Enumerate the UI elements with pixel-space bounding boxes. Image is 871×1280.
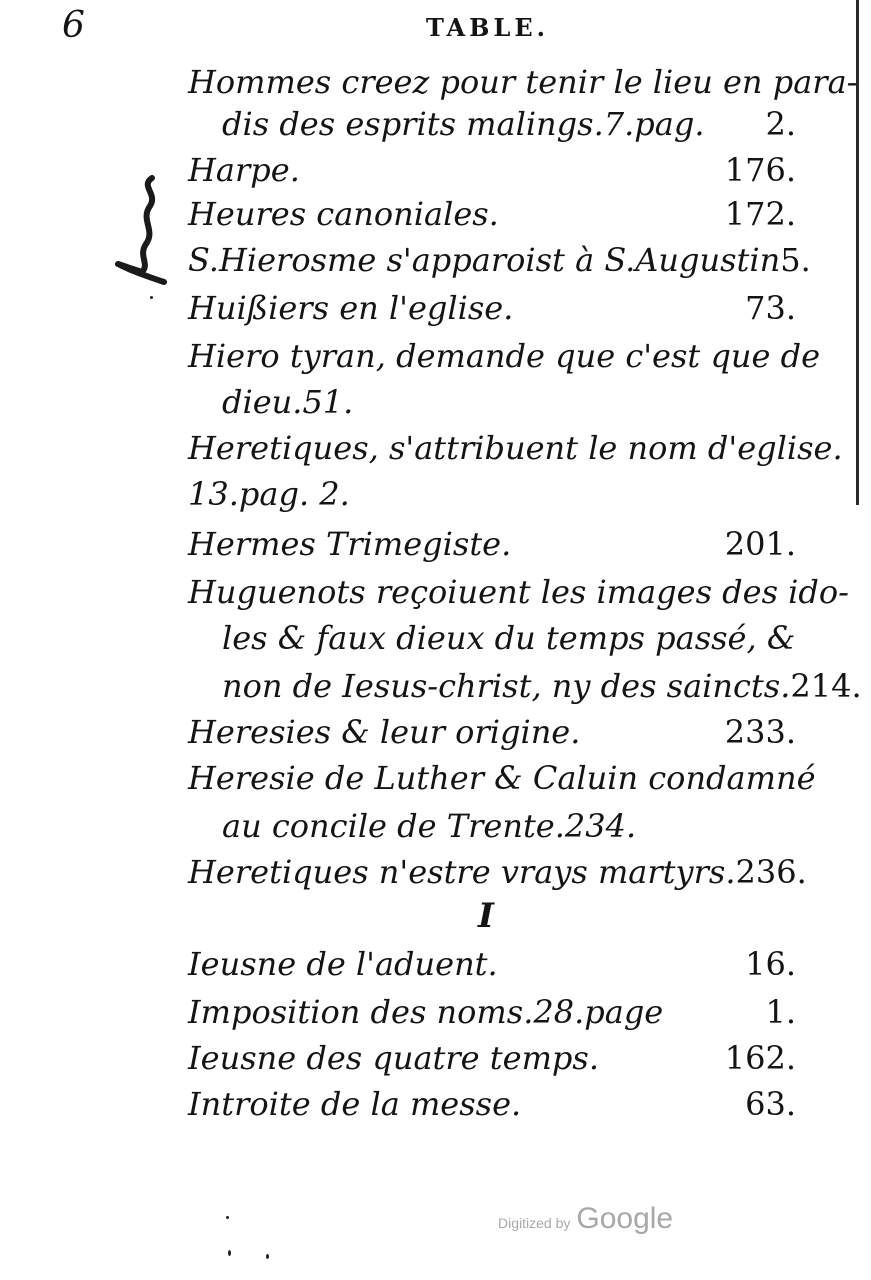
index-entry-continuation xyxy=(188,474,796,514)
entry-page-number: 233. xyxy=(724,713,796,751)
entry-page-number: 176. xyxy=(724,151,796,189)
index-entry-continuation xyxy=(222,104,796,144)
entry-page-number: 73. xyxy=(745,289,796,327)
index-entry xyxy=(188,524,796,564)
index-entry xyxy=(188,758,816,798)
index-entry xyxy=(188,336,821,376)
entry-page-number: 162. xyxy=(724,1039,796,1077)
scan-speck xyxy=(150,296,153,299)
entry-text: Heresies & leur origine. xyxy=(188,713,581,751)
index-entry xyxy=(188,1084,796,1124)
index-entry xyxy=(188,428,843,468)
entry-text: S.Hierosme s'apparoist à S.Augustin xyxy=(188,241,781,279)
index-entry xyxy=(188,852,807,892)
index-entry-continuation xyxy=(222,666,862,706)
index-entry-continuation xyxy=(222,806,796,846)
entry-text: Imposition des noms.28.page xyxy=(188,993,664,1031)
page-corner-mark: 6 xyxy=(62,5,85,46)
digitized-watermark xyxy=(498,1202,673,1236)
entry-page-number: 2. xyxy=(765,105,796,143)
scan-speck xyxy=(146,240,150,244)
entry-text: Hommes creez pour tenir le lieu en para- xyxy=(188,63,858,101)
entry-text: Hiero tyran, demande que c'est que de xyxy=(188,337,821,375)
section-letter: I xyxy=(478,896,494,936)
entry-text: Harpe. xyxy=(188,151,300,189)
entry-text: 13.pag. 2. xyxy=(188,475,350,513)
google-logo-text: Google xyxy=(576,1202,674,1235)
entry-text: Heretiques, s'attribuent le nom d'eglise. xyxy=(188,429,843,467)
entry-text: Heresie de Luther & Caluin condamné xyxy=(188,759,816,797)
entry-text: Hermes Trimegiste. xyxy=(188,525,512,563)
index-entry xyxy=(188,240,811,280)
index-entry xyxy=(188,194,796,234)
entry-text: Huißiers en l'eglise. xyxy=(188,289,514,327)
entry-page-number: 201. xyxy=(724,525,796,563)
entry-page-number: 236. xyxy=(735,853,807,891)
entry-text: Heretiques n'estre vrays martyrs. xyxy=(188,853,736,891)
index-entry xyxy=(188,944,796,984)
index-entry xyxy=(188,288,796,328)
entry-text: Ieusne de l'aduent. xyxy=(188,945,498,983)
entry-text: les & faux dieux du temps passé, & xyxy=(222,619,796,657)
scan-speck xyxy=(228,1250,231,1256)
scan-speck xyxy=(266,1254,269,1259)
entry-text: dieu.51. xyxy=(222,383,354,421)
entry-text: Huguenots reçoiuent les images des ido- xyxy=(188,573,849,611)
entry-page-number: 172. xyxy=(724,195,796,233)
entry-text: Heures canoniales. xyxy=(188,195,499,233)
digitized-by-text: Digitized by xyxy=(498,1215,571,1231)
running-head: TABLE. xyxy=(426,13,549,42)
index-entry-continuation xyxy=(222,618,796,658)
entry-page-number: 5. xyxy=(780,241,811,279)
entry-page-number: 214. xyxy=(790,667,862,705)
entry-text: dis des esprits malings.7.pag. xyxy=(222,105,705,143)
entry-page-number: 1. xyxy=(765,993,796,1031)
entry-page-number: 16. xyxy=(745,945,796,983)
index-entry xyxy=(188,1038,796,1078)
index-entry xyxy=(188,572,849,612)
scan-speck xyxy=(226,1216,229,1219)
entry-text: au concile de Trente.234. xyxy=(222,807,637,845)
entry-text: Introite de la messe. xyxy=(188,1085,522,1123)
index-entry xyxy=(188,62,858,102)
index-entry xyxy=(188,712,796,752)
index-entry xyxy=(188,150,796,190)
handwritten-margin-bracket-icon xyxy=(110,172,170,292)
index-entry xyxy=(188,992,796,1032)
index-entry-continuation xyxy=(222,382,796,422)
entry-text: non de Iesus-christ, ny des saincts. xyxy=(222,667,791,705)
entry-page-number: 63. xyxy=(745,1085,796,1123)
entry-text: Ieusne des quatre temps. xyxy=(188,1039,599,1077)
